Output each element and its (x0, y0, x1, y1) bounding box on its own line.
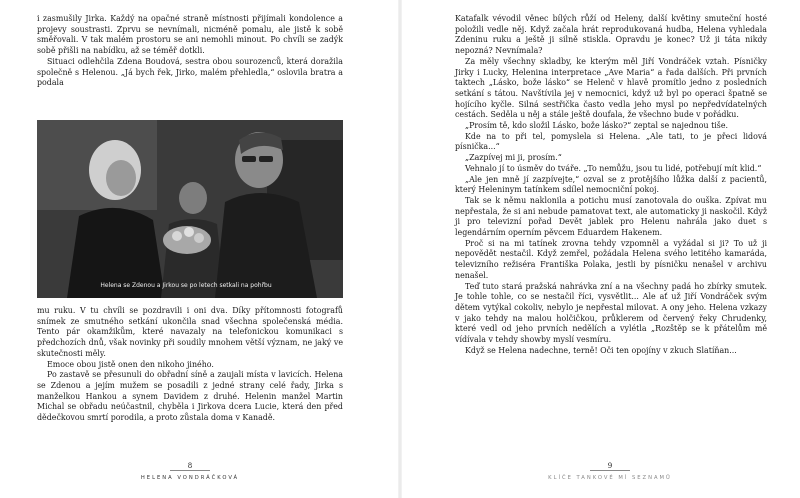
paragraph: Za měly všechny skladby, ke kterým měl Jiří Vondráček vztah. Písničky Jirky i Lucky, Helenina interpretace „Ave Maria“ a řada dalších. Při prvních taktech „Lásko, bože lásko“ se Helenč v hlavě promítlo jedno z posledních setkání s tátou. Navštívila jej v nemocnici, když už byl po operaci špatně se hojícího kyčle. Silná sestřička často vedla jeho mysl po nepředvídatelných cestách. Seděla u něj a stále ještě doufala, že všechno bude v pořádku. (455, 56, 767, 120)
page-number: 8 (187, 462, 193, 470)
paragraph: Kde na to při tel, pomyslela si Helena. „Ale tati, to je přeci lidová písnička...“ (455, 131, 767, 152)
paragraph: Teď tuto stará pražská nahrávka zní a na všechny padá ho zbírky smutek. Je tohle tohle, co se nestačil říci, vysvětlit... Ale ať už Jiří Vondráček svým dětem vytýkal cokoliv, nebylo je nepřestal milovat. A ony jeho. Helena vzkazy v jako tehdy na malou holčičkou, průklerem od červený řeky Chrudenky, které vedl od jeho prvních nedělích a vylétla „Rozštěp se k přátelům mě vídívala v tehdy showby myslí vesmíru. (455, 281, 767, 345)
footer-rule (590, 470, 630, 471)
paragraph: „Prosím tě, kdo složil Lásko, bože lásko?“ zeptal se najednou tiše. (465, 121, 729, 131)
photo-caption: Helena se Zdenou a Jirkou se po letech setkali na pohřbu (100, 282, 272, 289)
paragraph: Po zastavě se přesunuli do obřadní síně a zaujali místa v lavicích. Helena se Zdenou a jejím mužem se posadili z jedné strany celé řady, Jirka s manželkou Hankou a synem Davidem z druhé. Helenin manžel Martin Michal se obřadu neúčastnil, chyběla i Jirkova dcera Lucie, která den před dědečkovou smrtí porodila, a proto zůstala doma v Kanadě. (37, 370, 343, 423)
paragraph: Proč si na mi tatínek zrovna tehdy vzpomněl a vyžádal si ji? To už ji nepovědět nestačil. Když zemřel, požádala Helena svého letitého kamaráda, televizního režiséra Františka Polaka, jestli by písničku nenašel v archivu nenašel. (455, 238, 767, 280)
paragraph: mu ruku. V tu chvíli se pozdravili i oni dva. Díky přítomnosti fotografů snímek ze smutného setkání ukončila snad všechna společenská média. Tento pár okamžikům, které navazaly na telefonickou komunikaci s předchozích dnů, však novinky při soudily mnohem větší význam, ne jaký ve skutečnosti měly. (37, 306, 343, 358)
left-top-text (37, 14, 343, 89)
paragraph: Katafalk vévodil věnec bílých růží od Heleny, další květiny smuteční hosté položili vedle něj. Když začala hrát reprodukovaná hudba, Helena vyhledala Zdeninu ruku a ještě ji silně stiskla. Opravdu je konec? Už ji táta nikdy nepozná? Nevnímala? (455, 14, 767, 56)
footer-rule (170, 470, 210, 471)
photo-funeral (37, 120, 343, 298)
paragraph: Situaci odlehčila Zdena Boudová, sestra obou sourozenců, která doražila společně s Helenou. „Já bych řek, Jirko, malém přehledla,“ oslovila bratra a podala (37, 56, 343, 88)
paragraph: Tak se k němu naklonila a potichu musí zanotovala do ouška. Zpívat mu nepřestala, že si ani nebude pamatovat text, ale automaticky ji naskočil. Když ji pro televizní pořad Devět jablek pro Helenu nahrála jako duet s legendárním operním pěvcem Eduardem Hakenem. (455, 195, 767, 238)
running-footer: KLÍČE TANKOVÉ MÍ SEZNAMŮ (548, 475, 672, 481)
paragraph: „Ale jen mně jí zazpívejte,“ ozval se z protějšího lůžka další z pacientů, který Heleninym tatínkem sdílel nemocniční pokoj. (455, 174, 767, 195)
page-number: 9 (607, 462, 613, 470)
paragraph: „Zazpívej mi ji, prosím.“ (465, 153, 562, 163)
right-text (455, 14, 767, 357)
paragraph: i zasmušily Jirka. Každý na opačné straně místnosti přijímali kondolence a projevy soustrasti. Zprvu se nevnímali, nicméně pomalu, ale jistě k sobě směřovali. V tak malém prostoru se ani nemohli minout. Po chvíli se zadýk sobě přišli na nabídku, až se téměř dotkli. (37, 14, 343, 56)
paragraph: Emoce obou jistě onen den nikoho jiného. (47, 359, 214, 369)
running-footer: HELENA VONDRÁČKOVÁ (140, 475, 240, 481)
paragraph: Vehnalo jí to úsměv do tváře. „To nemůžu, jsou tu lidé, potřebují mít klid.“ (465, 163, 762, 173)
photo-figures (37, 120, 343, 298)
left-bottom-text (37, 306, 343, 424)
right-page (400, 0, 800, 498)
paragraph: Když se Helena nadechne, terně! Oči ten opojíny v zkuch Slatíňan... (465, 345, 737, 355)
